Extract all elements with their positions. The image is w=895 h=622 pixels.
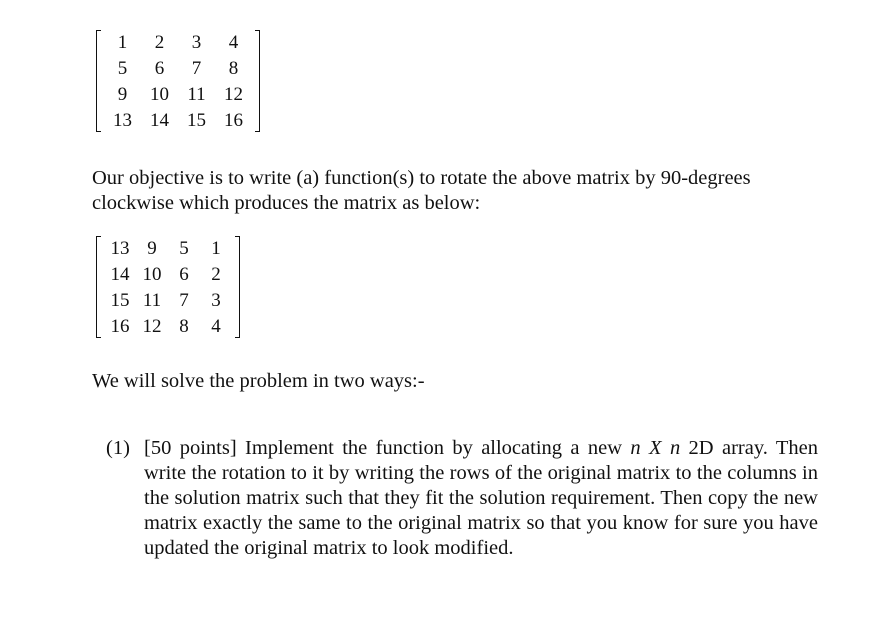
matrix-cell: 7 [191, 58, 202, 79]
matrix-cell: 13 [110, 238, 130, 259]
matrix-cell: 5 [117, 58, 128, 79]
matrix-row [104, 314, 232, 340]
matrix-cell: 1 [211, 238, 221, 259]
matrix-cell: 11 [142, 290, 162, 311]
matrix-cell: 1 [117, 32, 128, 53]
matrix-cell: 16 [224, 110, 243, 131]
matrix-cell: 12 [224, 84, 243, 105]
matrix-cell: 4 [228, 32, 239, 53]
item-text-before: Implement the function by allocating a new [236, 437, 631, 459]
matrix-cell: 10 [150, 84, 169, 105]
matrix-row [104, 236, 232, 262]
rotated-matrix-grid [104, 236, 232, 340]
matrix-cell: 14 [150, 110, 169, 131]
matrix-row [104, 56, 252, 82]
variable-x: X [649, 437, 662, 459]
matrix-row [104, 262, 232, 288]
item-text-after: 2D array. Then write the rotation to it by writing the rows of the original matrix to the columns in the solution matrix such that they fit the solution requirement. Then copy the new matrix exactly the same to the original matrix so that you know for sure you have updated the original matrix to look modified. [144, 437, 819, 559]
matrix-cell: 8 [179, 316, 189, 337]
matrix-cell: 7 [179, 290, 189, 311]
matrix-cell: 10 [142, 264, 162, 285]
matrix-cell: 16 [110, 316, 130, 337]
matrix-cell: 3 [211, 290, 221, 311]
objective-paragraph: Our objective is to write (a) function(s) to rotate the above matrix by 90-degrees clockwise which produces the matrix as below: [92, 167, 751, 214]
matrix-row [104, 30, 252, 56]
left-bracket [96, 236, 101, 338]
matrix-cell: 2 [211, 264, 221, 285]
matrix-cell: 15 [187, 110, 206, 131]
item-number: (1) [106, 437, 130, 459]
item-body [144, 436, 818, 561]
matrix-cell: 4 [211, 316, 221, 337]
matrix-cell: 9 [117, 84, 128, 105]
matrix-cell: 3 [191, 32, 202, 53]
matrix-row [104, 288, 232, 314]
matrix-cell: 6 [154, 58, 165, 79]
matrix-cell: 2 [154, 32, 165, 53]
matrix-row [104, 108, 252, 134]
matrix-cell: 15 [110, 290, 130, 311]
original-matrix-grid [104, 30, 252, 134]
matrix-cell: 11 [187, 84, 206, 105]
item-points: [50 points] [144, 437, 237, 459]
right-bracket [235, 236, 240, 338]
list-item [106, 436, 818, 561]
matrix-cell: 12 [142, 316, 162, 337]
matrix-cell: 13 [113, 110, 132, 131]
variable-n: n [630, 437, 641, 459]
matrix-row [104, 82, 252, 108]
right-bracket [255, 30, 260, 132]
original-matrix [96, 30, 260, 132]
ways-paragraph: We will solve the problem in two ways:- [92, 370, 425, 392]
matrix-cell: 9 [147, 238, 157, 259]
left-bracket [96, 30, 101, 132]
matrix-cell: 8 [228, 58, 239, 79]
variable-n: n [669, 437, 681, 459]
rotated-matrix [96, 236, 240, 338]
matrix-cell: 14 [110, 264, 130, 285]
matrix-cell: 6 [179, 264, 189, 285]
matrix-cell: 5 [179, 238, 189, 259]
